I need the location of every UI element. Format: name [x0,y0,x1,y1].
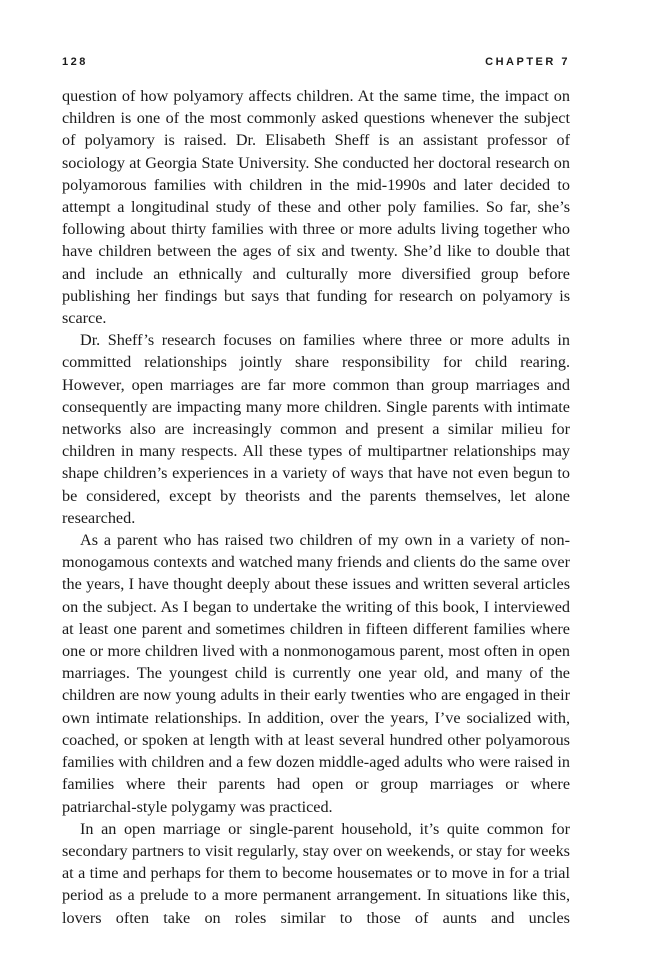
paragraph-continued: question of how polyamory affects children. At the same time, the impact on children is one of the most commonly asked questions whenever the subject of polyamory is raised. Dr. Elisabeth Sheff is an assistant professor of sociology at Georgia State University. She conducted her doctoral research on polyamorous families with children in the mid-1990s and later decided to attempt a longitudinal study of these and other poly families. So far, she’s following about thirty families with three or more adults living together who have children between the ages of six and twenty. She’d like to double that and include an ethnically and culturally more diversified group before publishing her findings but says that funding for research on polyamory is scarce. [62,87,570,328]
paragraph: Dr. Sheff’s research focuses on families where three or more adults in committed relationships jointly share responsibility for child rearing. However, open marriages are far more common than group marriages and consequently are impacting many more children. Single parents with intimate networks also are increasingly common and present a similar milieu for children in many respects. All these types of multipartner relationships may shape children’s experiences in a variety of ways that have not even begun to be considered, except by theorists and the parents themselves, let alone researched. [62,331,570,527]
page-number: 128 [62,56,88,68]
paragraph-continues: In an open marriage or single-parent household, it’s quite common for secondary partners to visit regularly, stay over on weekends, or stay for weeks at a time and perhaps for them to become housemates or to move in for a trial period as a prelude to a more permanent arrangement. In situations like this, lovers often take on roles similar to those of aunts and uncles [62,819,570,927]
book-page [62,56,570,929]
body-text [62,85,570,929]
chapter-label: CHAPTER 7 [485,56,570,68]
paragraph: As a parent who has raised two children of my own in a variety of nonmonogamous contexts and watched many friends and clients do the same over the years, I have thought deeply about these issues and written several articles on the subject. As I began to undertake the writing of this book, I interviewed at least one parent and sometimes children in fifteen different families where one or more children lived with a nonmonogamous parent, most often in open marriages. The youngest child is currently one year old, and many of the children are now young adults in their early twenties who are engaged in their own intimate relationships. In addition, over the years, I’ve socialized with, coached, or spoken at length with at least several hundred other polyamorous families with children and a few dozen middle-aged adults who were raised in families where their parents had open or group marriages or where patriarchal-style polygamy was practiced. [62,531,570,816]
running-head [62,56,570,68]
